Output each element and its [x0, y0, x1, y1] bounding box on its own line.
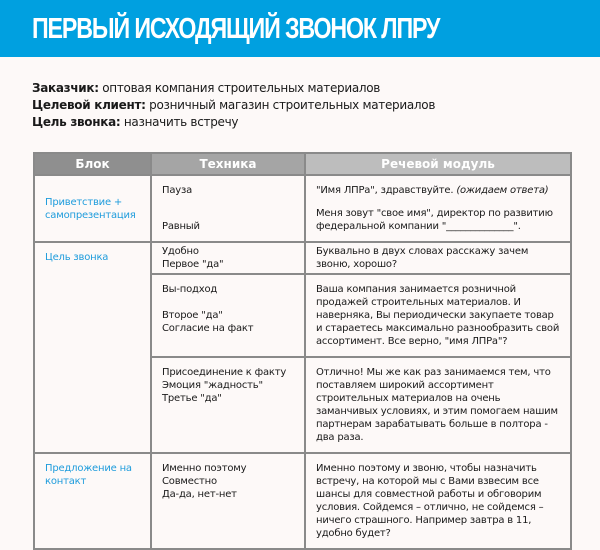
info-target-client: Целевой клиент: розничный магазин строительных материалов [32, 98, 436, 112]
table-row [34, 242, 571, 274]
title-banner [0, 0, 600, 57]
header-speech-module: Речевой модуль [305, 153, 571, 175]
technique-cell: Именно поэтому Совместно Да-да, нет-нет [151, 453, 305, 549]
speech-cell: Ваша компания занимается розничной продажей строительных материалов. И наверняка, Вы периодически закупаете товар и стараетесь максимально разнообразить свой ассортимент. Все верно, "имя ЛПРа"? [305, 274, 571, 357]
script-table [33, 152, 572, 550]
table-row [34, 175, 571, 242]
header-technique: Техника [151, 153, 305, 175]
block-cell: Цель звонка [34, 242, 151, 453]
block-cell: Предложение на контакт [34, 453, 151, 549]
info-customer: Заказчик: оптовая компания строительных материалов [32, 81, 381, 95]
speech-cell: Отлично! Мы же как раз занимаемся тем, что поставляем широкий ассортимент строительных материалов на очень заманчивых условиях, и этим помогаем нашим партнерам зарабатывать больше в полтора - два раза. [305, 357, 571, 453]
info-call-goal: Цель звонка: назначить встречу [32, 115, 239, 129]
call-info [32, 80, 435, 131]
page-title: ПЕРВЫЙ ИСХОДЯЩИЙ ЗВОНОК ЛПРУ [32, 13, 440, 45]
table-row [34, 453, 571, 549]
header-block: Блок [34, 153, 151, 175]
table-header-row [34, 153, 571, 175]
technique-cell: Удобно Первое "да" [151, 242, 305, 274]
speech-cell: Именно поэтому и звоню, чтобы назначить встречу, на которой мы с Вами взвесим все шансы для совместной работы и обговорим условия. Сойдемся – отлично, не сойдемся – ничего страшного. Например завтра в 11, удобно будет? [305, 453, 571, 549]
speech-cell: Буквально в двух словах расскажу зачем звоню, хорошо? [305, 242, 571, 274]
technique-cell: Присоединение к факту Эмоция "жадность" Третье "да" [151, 357, 305, 453]
speech-cell: "Имя ЛПРа", здравствуйте. (ожидаем ответа) Меня зовут "свое имя", директор по развитию федеральной компании "______________". [305, 175, 571, 242]
block-cell: Приветствие + самопрезентация [34, 175, 151, 242]
technique-cell: Пауза Равный [151, 175, 305, 242]
technique-cell: Вы-подход Второе "да" Согласие на факт [151, 274, 305, 357]
